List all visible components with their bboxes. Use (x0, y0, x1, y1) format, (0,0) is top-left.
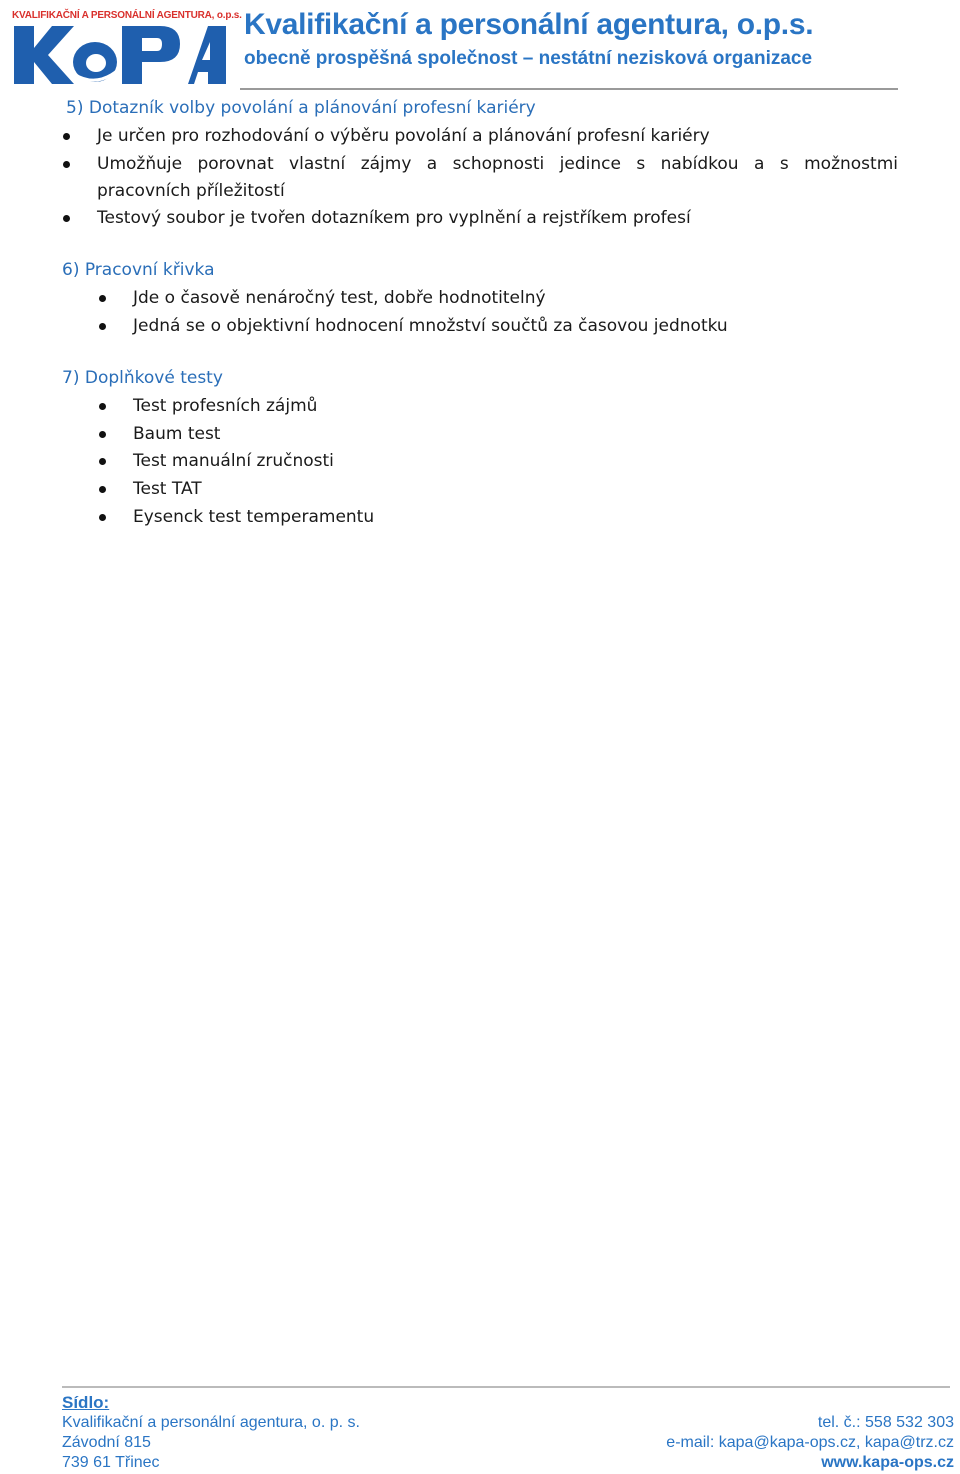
kapa-logo (12, 10, 242, 88)
bullet-icon (99, 486, 106, 493)
list-item: Baum test (133, 424, 221, 444)
footer-street: Závodní 815 (62, 1434, 151, 1451)
bullet-icon (63, 133, 70, 140)
footer-label: Sídlo: (62, 1393, 110, 1412)
bullet-icon (99, 403, 106, 410)
list-item: Je určen pro rozhodování o výběru povolání a plánování profesní kariéry (97, 126, 710, 146)
bullet-icon (99, 514, 106, 521)
logo-tagline: KVALIFIKAČNÍ A PERSONÁLNÍ AGENTURA, o.p.s. (12, 10, 242, 21)
list-item: Testový soubor je tvořen dotazníkem pro vyplnění a rejstříkem profesí (97, 208, 691, 228)
footer-phone: tel. č.: 558 532 303 (817, 1414, 954, 1431)
list-item: Jde o časově nenáročný test, dobře hodnotitelný (133, 288, 546, 308)
list-item: Jedná se o objektivní hodnocení množství součtů za časovou jednotku (133, 316, 728, 336)
list-item: Test profesních zájmů (133, 396, 318, 416)
bullet-icon (99, 458, 106, 465)
kapa-logo-mark (12, 22, 227, 88)
list-item: Eysenck test temperamentu (133, 507, 375, 527)
footer-email[interactable]: e-mail: kapa@kapa-ops.cz, kapa@trz.cz (666, 1434, 954, 1451)
list-item-continuation: pracovních příležitostí (97, 181, 285, 201)
section-heading: 5) Dotazník volby povolání a plánování profesní kariéry (66, 98, 536, 118)
footer-website-link[interactable]: www.kapa-ops.cz (821, 1454, 954, 1471)
bullet-icon (63, 215, 70, 222)
bullet-icon (63, 161, 70, 168)
org-subtitle: obecně prospěšná společnost – nestátní nezisková organizace (244, 48, 813, 69)
bullet-icon (99, 431, 106, 438)
list-item: Umožňuje porovnat vlastní zájmy a schopnosti jedince s nabídkou a s možnostmi (97, 154, 898, 174)
footer-divider (62, 1386, 950, 1388)
list-item: Test TAT (133, 479, 202, 499)
page-header (0, 0, 960, 92)
bullet-icon (99, 295, 106, 302)
section-heading: 6) Pracovní křivka (62, 260, 215, 280)
list-item: Test manuální zručnosti (133, 451, 334, 471)
footer-city: 739 61 Třinec (62, 1454, 160, 1471)
footer-org-name: Kvalifikační a personální agentura, o. p. s. (62, 1414, 360, 1431)
header-divider (240, 88, 898, 90)
section-heading: 7) Doplňkové testy (62, 368, 223, 388)
org-title: Kvalifikační a personální agentura, o.p.s. (244, 8, 814, 41)
bullet-icon (99, 323, 106, 330)
